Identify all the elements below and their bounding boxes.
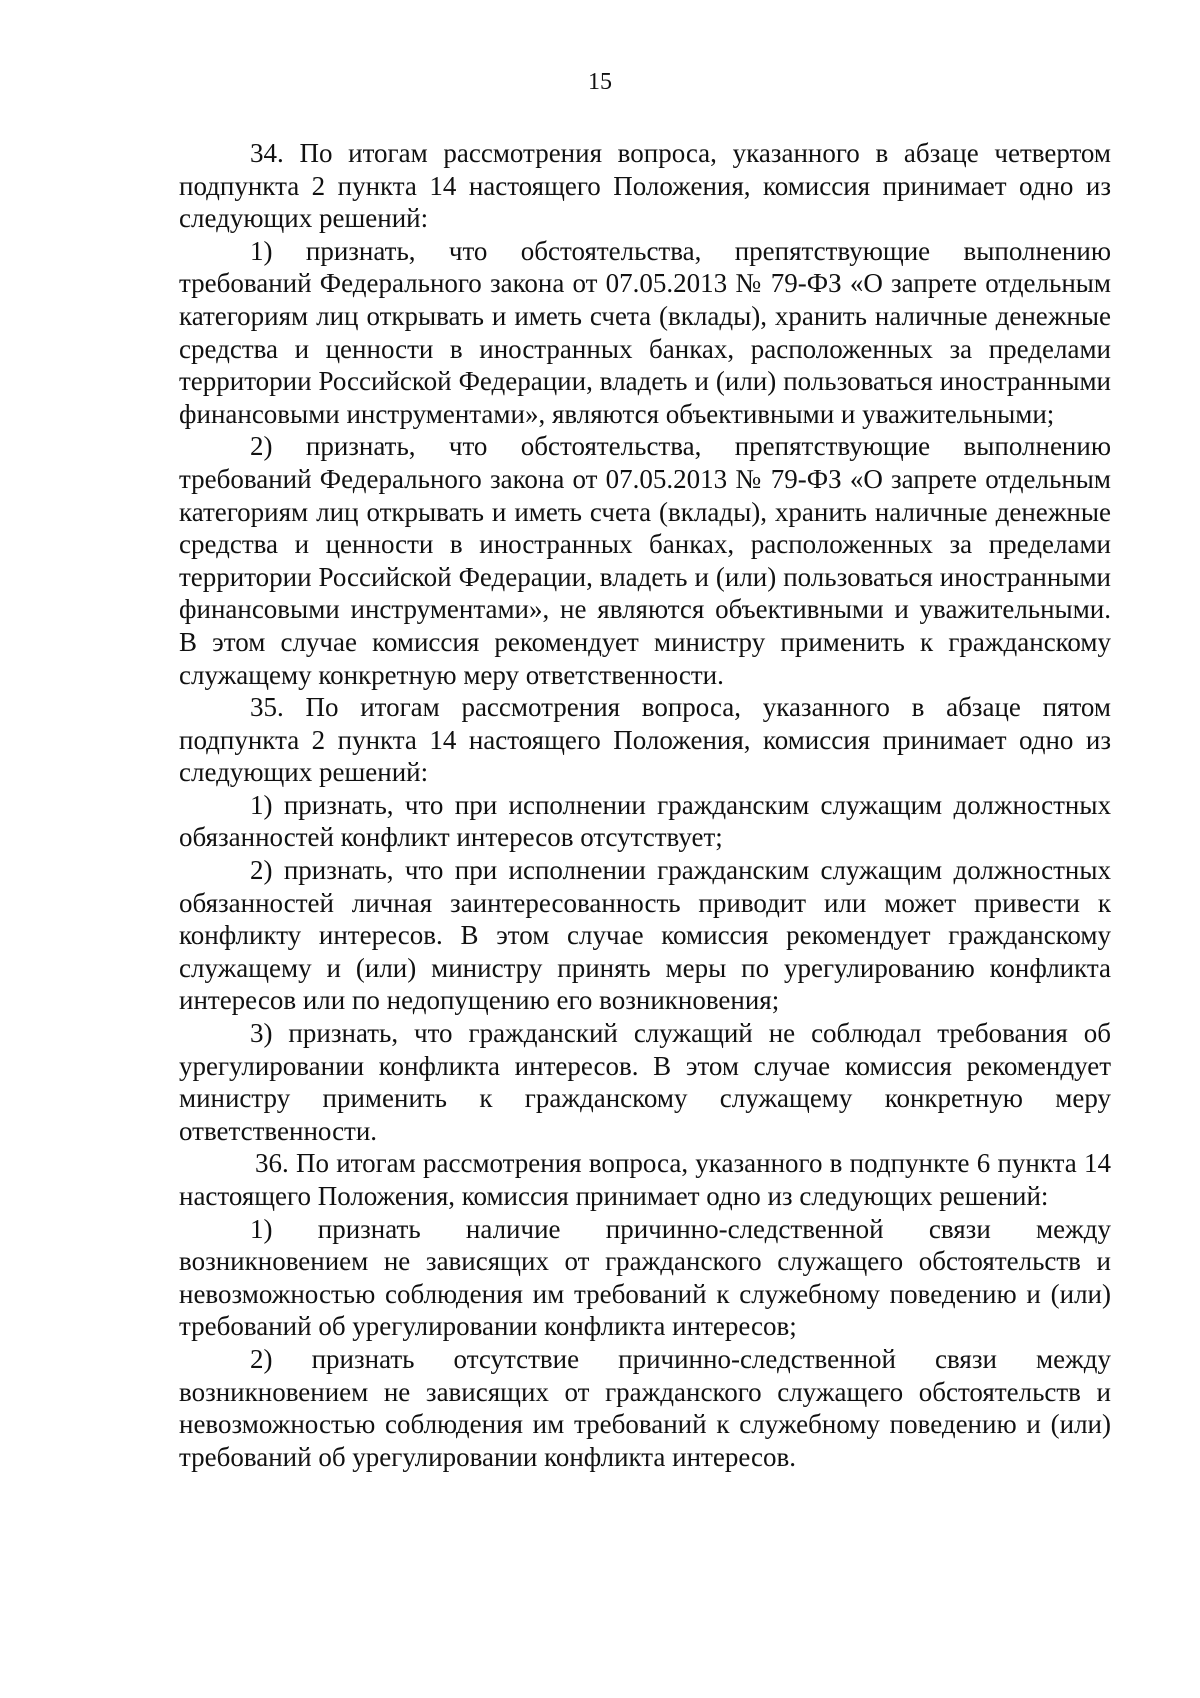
paragraph-36: 36. По итогам рассмотрения вопроса, указанного в подпункте 6 пункта 14 настоящего Положения, комиссия принимает одно из следующих решений: [179,1148,1111,1211]
paragraph-35-item-3: 3) признать, что гражданский служащий не соблюдал требования об урегулировании конфликта интересов. В этом случае комиссия рекомендует министру применить к гражданскому служащему конкретную меру ответственности. [179,1018,1111,1146]
paragraph-35-item-2: 2) признать, что при исполнении гражданским служащим должностных обязанностей личная заинтересованность приводит или может привести к конфликту интересов. В этом случае комиссия рекомендует гражданскому служащему и (или) министру принять меры по урегулированию конфликта интересов или по недопущению его возникновения; [179,855,1111,1016]
paragraph-34: 34. По итогам рассмотрения вопроса, указанного в абзаце четвертом подпункта 2 пункта 14 настоящего Положения, комиссия принимает одно из следующих решений: [179,138,1111,234]
paragraph-35: 35. По итогам рассмотрения вопроса, указанного в абзаце пятом подпункта 2 пункта 14 настоящего Положения, комиссия принимает одно из следующих решений: [179,692,1111,788]
paragraph-34-item-2: 2) признать, что обстоятельства, препятствующие выполнению требований Федерального закона от 07.05.2013 № 79-ФЗ «О запрете отдельным категориям лиц открывать и иметь счета (вклады), хранить наличные денежные средства и ценности в иностранных банках, расположенных за пределами территории Российской Федерации, владеть и (или) пользоваться иностранными финансовыми инструментами», не являются объективными и уважительными. В этом случае комиссия рекомендует министру применить к гражданскому служащему конкретную меру ответственности. [179,431,1111,690]
page-number: 15 [588,69,612,95]
paragraph-36-item-1: 1) признать наличие причинно-следственной связи между возникновением не зависящих от гражданского служащего обстоятельств и невозможностью соблюдения им требований к служебному поведению и (или) требований об урегулировании конфликта интересов; [179,1213,1111,1342]
paragraph-36-item-2: 2) признать отсутствие причинно-следственной связи между возникновением не зависящих от гражданского служащего обстоятельств и невозможностью соблюдения им требований к служебному поведению и (или) требований об урегулировании конфликта интересов. [179,1343,1111,1472]
document-body [179,137,1111,1473]
paragraph-35-item-1: 1) признать, что при исполнении гражданским служащим должностных обязанностей конфликт интересов отсутствует; [179,789,1111,853]
paragraph-34-item-1: 1) признать, что обстоятельства, препятствующие выполнению требований Федерального закона от 07.05.2013 № 79-ФЗ «О запрете отдельным категориям лиц открывать и иметь счета (вклады), хранить наличные денежные средства и ценности в иностранных банках, расположенных за пределами территории Российской Федерации, владеть и (или) пользоваться иностранными финансовыми инструментами», являются объективными и уважительными; [179,235,1111,429]
